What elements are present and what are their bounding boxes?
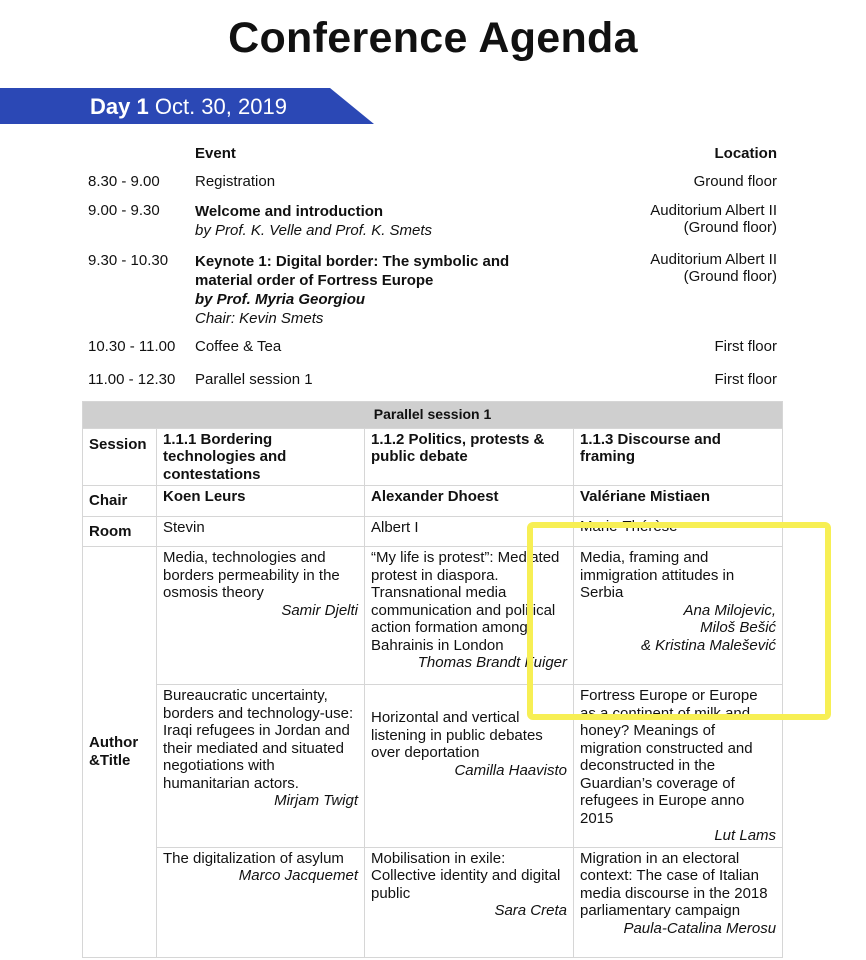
paper-3-2 <box>365 847 574 957</box>
header-location: Location <box>714 145 777 162</box>
paper-title: Media, framing and immigration attitudes in Serbia <box>580 549 735 601</box>
paper-author: Mirjam Twigt <box>274 792 358 809</box>
paper-author: Camilla Haavisto <box>454 761 567 779</box>
title-label: &Title <box>89 751 131 769</box>
header-event: Event <box>195 145 236 162</box>
event-4: Coffee & Tea <box>195 338 282 355</box>
paper-author: Thomas Brandt Fuiger <box>417 654 567 671</box>
location-4: First floor <box>714 338 777 355</box>
chair-label: Chair <box>83 486 157 517</box>
room-3-text: Marie-Thérèse <box>580 518 678 535</box>
paper-author: Ana Milojevic, <box>683 601 777 619</box>
highlight-box <box>527 522 831 720</box>
paper-title: Bureaucratic uncertainty, borders and technology-use: Iraqi refugees in Jordan and their mediated and situated negotiations with humanitarian actors. <box>163 687 354 792</box>
room-1: Stevin <box>157 517 365 547</box>
paper-author: Sara Creta <box>494 902 567 919</box>
location-2b: (Ground floor) <box>683 219 777 236</box>
room-2: Albert I <box>365 517 574 547</box>
location-3a: Auditorium Albert II <box>650 251 777 268</box>
session-label: Session <box>83 428 157 486</box>
day-banner-text <box>90 94 287 120</box>
event-3b: material order of Fortress Europe <box>195 272 434 289</box>
paper-1-1 <box>157 547 365 685</box>
page-title: Conference Agenda <box>228 14 638 62</box>
paper-title: Horizontal and vertical listening in public debates over deportation <box>371 709 543 761</box>
event-2-sub: by Prof. K. Velle and Prof. K. Smets <box>195 222 433 239</box>
paper-3-1 <box>157 847 365 957</box>
paper-title: Mobilisation in exile: Collective identity and digital public <box>371 849 561 902</box>
event-1: Registration <box>195 173 276 190</box>
paper-title: “My life is protest”: Mediated protest in diaspora. Transnational media communication and political action formation among Bahrainis in London <box>371 549 560 654</box>
paper-author: Marco Jacquemet <box>238 867 358 884</box>
author-label: Author <box>89 734 139 752</box>
chair-row <box>83 486 783 517</box>
chair-3: Valériane Mistiaen <box>574 486 783 517</box>
paper-2-1 <box>157 685 365 848</box>
session-2: 1.1.2 Politics, protests & public debate <box>365 428 574 486</box>
paper-title: Migration in an electoral context: The case of Italian media discourse in the 2018 parliamentary campaign <box>580 849 768 919</box>
paper-author: Samir Djelti <box>281 601 358 619</box>
time-4: 10.30 - 11.00 <box>88 338 176 355</box>
room-label: Room <box>83 517 157 547</box>
paper-author: Miloš Bešić <box>700 619 777 636</box>
time-5: 11.00 - 12.30 <box>88 371 176 388</box>
location-5: First floor <box>714 371 777 388</box>
event-3-chair: Chair: Kevin Smets <box>195 310 324 327</box>
chair-2: Alexander Dhoest <box>365 486 574 517</box>
session-row <box>83 428 783 486</box>
paper-title: The digitalization of asylum <box>163 849 344 867</box>
session-1: 1.1.1 Bordering technologies and contestations <box>157 428 365 486</box>
table-heading: Parallel session 1 <box>83 402 783 429</box>
paper-row-3 <box>83 847 783 957</box>
event-5: Parallel session 1 <box>195 371 313 388</box>
day-label: Day 1 <box>90 94 149 119</box>
event-3a: Keynote 1: Digital border: The symbolic and <box>195 253 510 270</box>
time-2: 9.00 - 9.30 <box>88 202 160 219</box>
paper-author: Paula-Catalina Merosu <box>623 919 777 937</box>
location-1: Ground floor <box>693 173 777 190</box>
event-3-by: by Prof. Myria Georgiou <box>195 291 366 308</box>
time-1: 8.30 - 9.00 <box>88 173 160 190</box>
location-2a: Auditorium Albert II <box>650 202 777 219</box>
table-heading-row <box>83 402 783 429</box>
chair-1: Koen Leurs <box>157 486 365 517</box>
location-3b: (Ground floor) <box>683 268 777 285</box>
event-2: Welcome and introduction <box>195 203 384 220</box>
author-title-label <box>83 547 157 958</box>
session-3: 1.1.3 Discourse and framing <box>574 428 783 486</box>
paper-title: Fortress Europe or Europe as a continent of milk and honey? Meanings of migration constructed and deconstructed in the Guardian’s coverage of refugees in Europe anno 2015 <box>580 687 758 827</box>
paper-author: & Kristina Malešević <box>640 636 777 654</box>
day-date: Oct. 30, 2019 <box>154 94 287 119</box>
time-3: 9.30 - 10.30 <box>88 252 169 269</box>
paper-3-3 <box>574 847 783 957</box>
paper-title: Media, technologies and borders permeability in the osmosis theory <box>163 549 340 601</box>
paper-author: Lut Lams <box>714 827 777 844</box>
